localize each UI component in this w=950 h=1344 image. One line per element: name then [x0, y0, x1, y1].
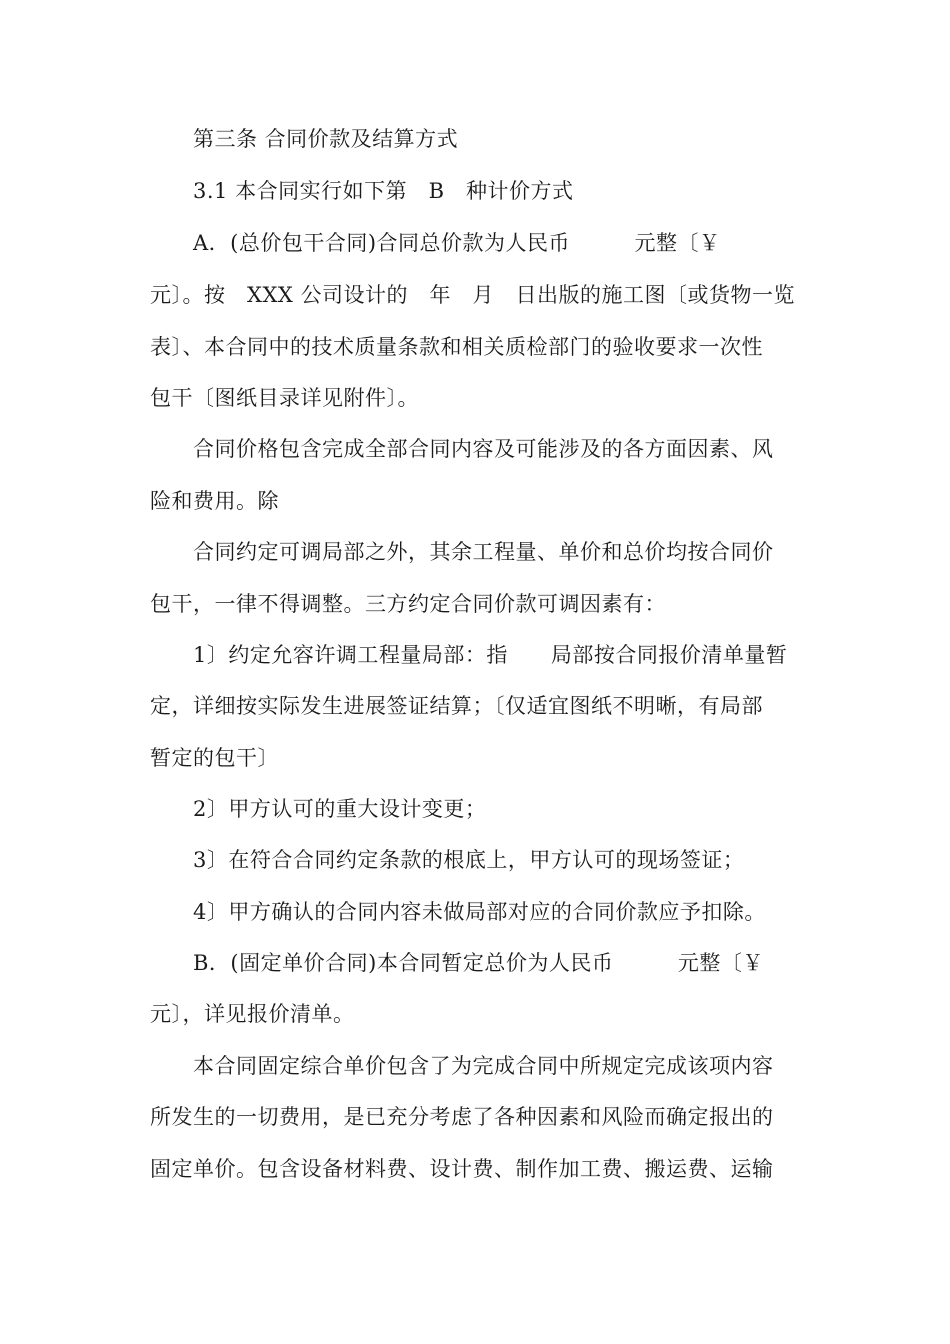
text-line: 3〕在符合合同约定条款的根底上，甲方认可的现场签证；: [193, 848, 745, 872]
text-line: 险和费用。除: [150, 489, 279, 513]
text-line: 表〕、本合同中的技术质量条款和相关质检部门的验收要求一次性: [150, 335, 763, 359]
text-line: 2〕甲方认可的重大设计变更；: [193, 797, 487, 821]
text-line: B．(固定单价合同)本合同暂定总价为人民币 元整〔￥: [193, 951, 764, 975]
text-line: 暂定的包干〕: [150, 746, 279, 770]
text-line: 所发生的一切费用，是已充分考虑了各种因素和风险而确定报出的: [150, 1105, 774, 1129]
text-line: 合同价格包含完成全部合同内容及可能涉及的各方面因素、风: [193, 437, 774, 461]
text-line: 3.1 本合同实行如下第 B 种计价方式: [193, 179, 574, 203]
text-line: 包干，一律不得调整。三方约定合同价款可调因素有：: [150, 592, 666, 616]
text-line: A．(总价包干合同)合同总价款为人民币 元整〔￥: [193, 231, 721, 255]
text-line: 元〕，详见报价清单。: [150, 1002, 355, 1026]
text-line: 本合同固定综合单价包含了为完成合同中所规定完成该项内容: [193, 1054, 774, 1078]
text-line: 元〕。按 XXX 公司设计的 年 月 日出版的施工图〔或货物一览: [150, 283, 796, 307]
text-line: 1〕约定允容许调工程量局部：指 局部按合同报价清单量暂: [193, 643, 788, 667]
text-line: 第三条 合同价款及结算方式: [193, 127, 459, 151]
text-line: 定，详细按实际发生进展签证结算；〔仅适宜图纸不明晰，有局部: [150, 694, 763, 718]
text-line: 包干〔图纸目录详见附件〕。: [150, 386, 419, 410]
text-line: 4〕甲方确认的合同内容未做局部对应的合同价款应予扣除。: [193, 900, 766, 924]
text-line: 固定单价。包含设备材料费、设计费、制作加工费、搬运费、运输: [150, 1157, 774, 1181]
text-line: 合同约定可调局部之外，其余工程量、单价和总价均按合同价: [193, 540, 774, 564]
